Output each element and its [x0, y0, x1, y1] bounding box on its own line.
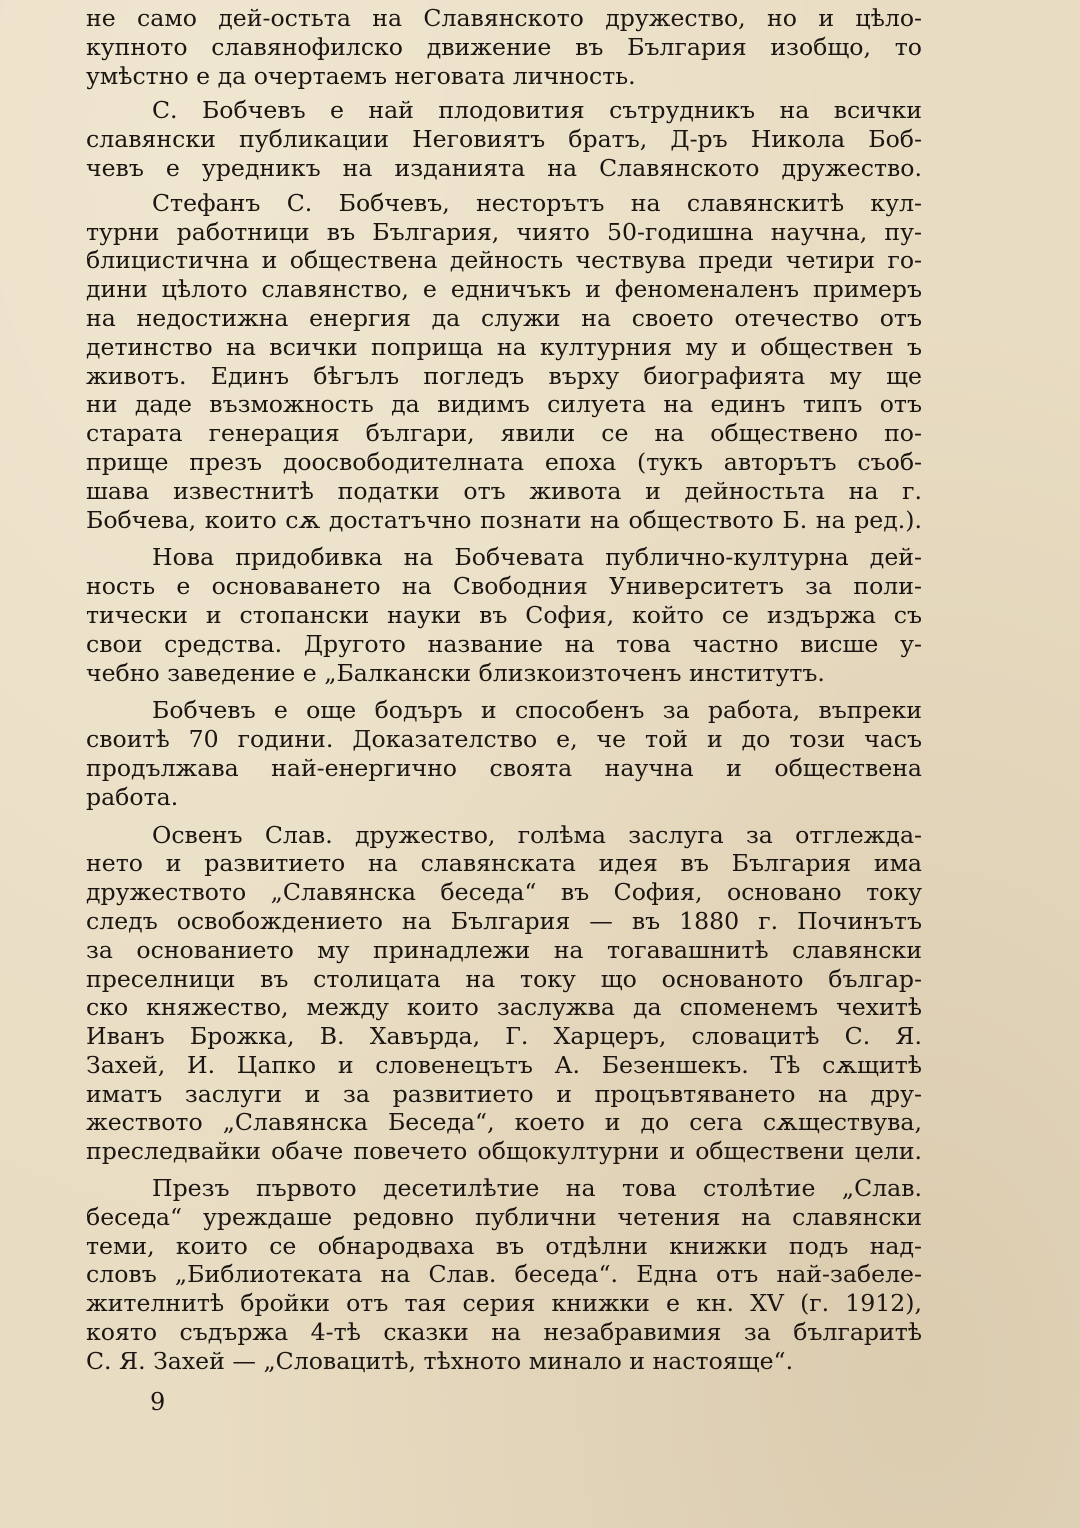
text-line: преселници въ столицата на току що основаното българ- [86, 964, 922, 993]
text-line: умѣстно е да очертаемъ неговата личность. [86, 61, 636, 90]
text-line: турни работници въ България, чиято 50-годишна научна, пу- [86, 217, 922, 246]
text-line: жителнитѣ бройки отъ тая серия книжки е кн. XV (г. 1912), [86, 1289, 922, 1318]
text-line: продължава най-енергично своята научна и обществена [86, 753, 922, 782]
text-line: работа. [86, 782, 179, 811]
page-number: 9 [150, 1388, 166, 1416]
text-line: тически и стопански науки въ София, който се издържа съ [86, 600, 922, 629]
text-line: жеството „Славянска Беседа“, което и до сега сѫществува, [86, 1108, 922, 1137]
text-line: дини цѣлото славянство, е едничъкъ и феноменаленъ примеръ [86, 275, 922, 304]
text-line: С. Я. Захей — „Словацитѣ, тѣхното минало и настояще“. [86, 1346, 794, 1375]
paragraph-2 [86, 96, 922, 182]
text-line: Презъ първото десетилѣтие на това столѣтие „Слав. [152, 1174, 922, 1203]
text-line: иматъ заслуги и за развитието и процъвтяването на дру- [86, 1079, 922, 1108]
text-line: купното славянофилско движение въ България изобщо, то [86, 32, 922, 61]
text-line: своитѣ 70 години. Доказателство е, че той и до този часъ [86, 725, 922, 754]
text-line: следъ освобождението на България — въ 1880 г. Починътъ [86, 906, 922, 935]
text-line: преследвайки обаче повечето общокултурни и обществени цели. [86, 1137, 922, 1166]
text-line: Захей, И. Цапко и словенецътъ А. Безеншекъ. Тѣ сѫщитѣ [86, 1050, 922, 1079]
text-line: ско княжество, между които заслужва да споменемъ чехитѣ [86, 993, 922, 1022]
text-line: прище презъ доосвободителната епоха (тукъ авторътъ съоб- [86, 447, 922, 476]
text-line: ность е основаването на Свободния Университетъ за поли- [86, 572, 922, 601]
text-line: животъ. Единъ бѣгълъ погледъ върху биографията му ще [86, 361, 922, 390]
text-line: славянски публикации Неговиятъ братъ, Д-ръ Никола Боб- [86, 125, 922, 154]
paragraph-7 [86, 1174, 922, 1376]
paragraph-5 [86, 696, 922, 811]
text-line: на недостижна енергия да служи на своето отечество отъ [86, 303, 922, 332]
paragraph-3 [86, 189, 922, 535]
text-line: чебно заведение е „Балкански близкоизточенъ институтъ. [86, 658, 825, 687]
text-line: Бобчевъ е още бодъръ и способенъ за работа, въпреки [152, 696, 922, 725]
text-line: Освенъ Слав. дружество, голѣма заслуга за отглежда- [152, 820, 922, 849]
text-line: ни даде възможность да видимъ силуета на единъ типъ отъ [86, 390, 922, 419]
paragraph-4 [86, 543, 922, 687]
text-line: Стефанъ С. Бобчевъ, несторътъ на славянскитѣ кул- [152, 188, 922, 217]
paragraph-6 [86, 821, 922, 1167]
text-line: дружеството „Славянска беседа“ въ София, основано току [86, 878, 922, 907]
document-page [86, 4, 922, 1376]
text-line: блицистична и обществена дейность чествува преди четири го- [86, 246, 922, 275]
text-line: Бобчева, които сѫ достатъчно познати на обществото Б. на ред.). [86, 505, 922, 534]
text-line: свои средства. Другото название на това частно висше у- [86, 629, 922, 658]
text-line: беседа“ уреждаше редовно публични четения на славянски [86, 1202, 922, 1231]
text-line: чевъ е уредникъ на изданията на Славянското дружество. [86, 153, 922, 182]
paragraph-1 [86, 4, 922, 90]
text-line: теми, които се обнародваха въ отдѣлни книжки подъ над- [86, 1231, 922, 1260]
text-line: словъ „Библиотеката на Слав. беседа“. Една отъ най-забеле- [86, 1260, 922, 1289]
text-line: старата генерация българи, явили се на обществено по- [86, 419, 922, 448]
text-line: която съдържа 4-тѣ сказки на незабравимия за българитѣ [86, 1318, 922, 1347]
text-line: Иванъ Брожка, В. Хавърда, Г. Харцеръ, словацитѣ С. Я. [86, 1022, 922, 1051]
text-line: не само дей-остьта на Славянското дружество, но и цѣло- [86, 4, 922, 32]
text-line: шава известнитѣ податки отъ живота и дейностьта на г. [86, 476, 922, 505]
text-line: детинство на всички поприща на културния му и обществен ъ [86, 332, 922, 361]
text-line: нето и развитието на славянската идея въ България има [86, 849, 922, 878]
text-line: Нова придобивка на Бобчевата публично-културна дей- [152, 543, 922, 572]
text-line: С. Бобчевъ е най плодовития сътрудникъ на всички [152, 96, 922, 125]
text-line: за основанието му принадлежи на тогавашнитѣ славянски [86, 935, 922, 964]
